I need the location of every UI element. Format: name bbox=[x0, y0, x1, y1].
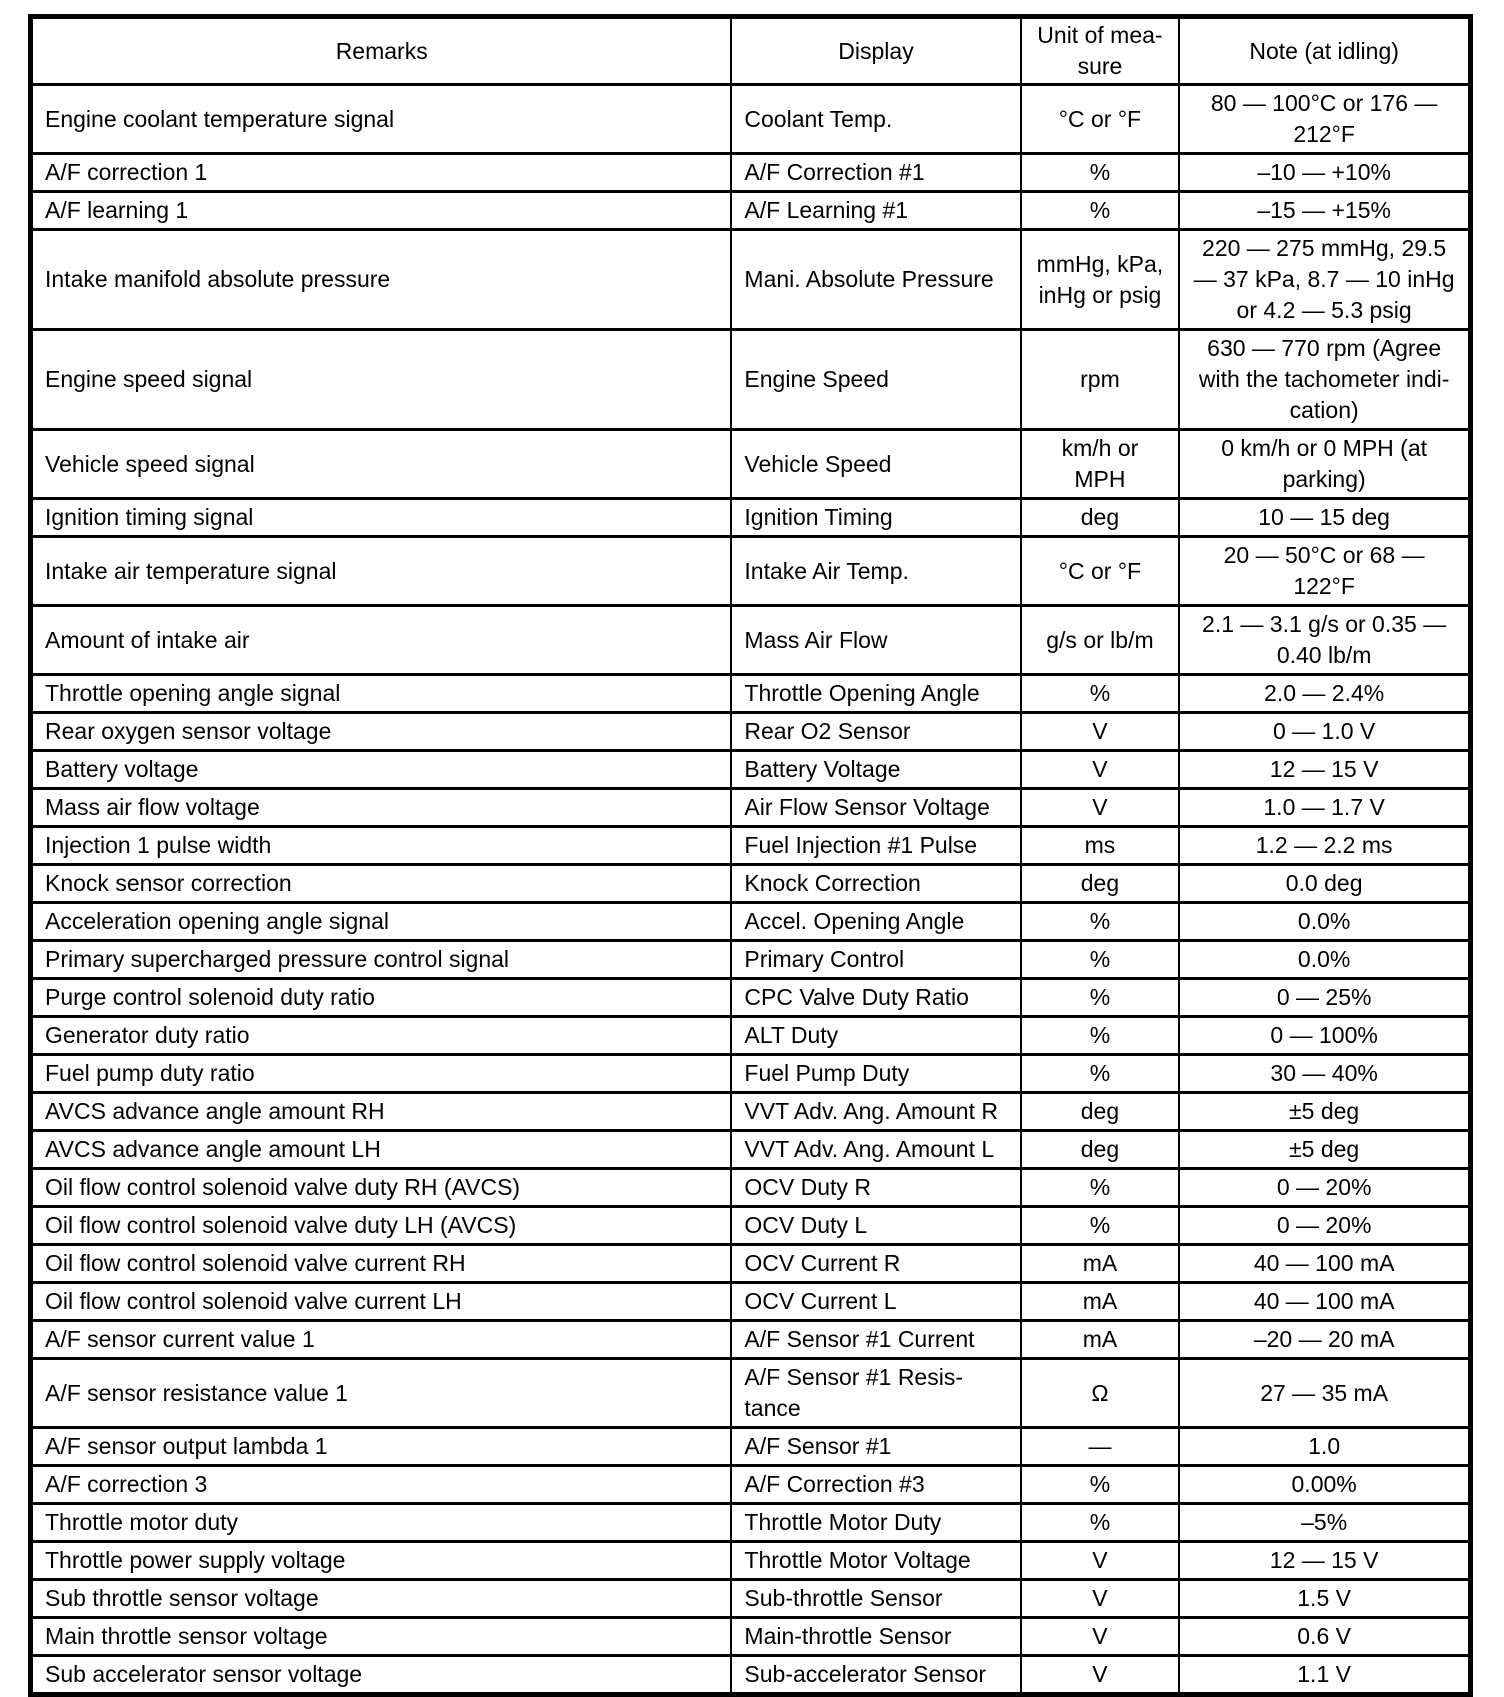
cell-display: Sub-accelerator Sensor bbox=[731, 1656, 1020, 1695]
cell-note: 1.0 — 1.7 V bbox=[1179, 789, 1470, 827]
cell-remarks: Oil flow control solenoid valve duty RH (AVCS) bbox=[31, 1169, 732, 1207]
table-row bbox=[31, 1055, 1471, 1093]
cell-unit: % bbox=[1021, 1017, 1180, 1055]
table-row bbox=[31, 789, 1471, 827]
cell-unit: % bbox=[1021, 1055, 1180, 1093]
cell-note: ±5 deg bbox=[1179, 1093, 1470, 1131]
cell-unit: % bbox=[1021, 1169, 1180, 1207]
cell-unit: % bbox=[1021, 1466, 1180, 1504]
cell-display: Throttle Opening Angle bbox=[731, 675, 1020, 713]
cell-note: 1.5 V bbox=[1179, 1580, 1470, 1618]
cell-display: Mass Air Flow bbox=[731, 606, 1020, 675]
cell-remarks: Rear oxygen sensor voltage bbox=[31, 713, 732, 751]
cell-note: ±5 deg bbox=[1179, 1131, 1470, 1169]
table-row bbox=[31, 537, 1471, 606]
cell-note: 0 — 20% bbox=[1179, 1169, 1470, 1207]
cell-display: Engine Speed bbox=[731, 330, 1020, 430]
table-row bbox=[31, 1656, 1471, 1695]
cell-note: 80 — 100°C or 176 — 212°F bbox=[1179, 85, 1470, 154]
cell-unit: rpm bbox=[1021, 330, 1180, 430]
cell-note: 10 — 15 deg bbox=[1179, 499, 1470, 537]
cell-remarks: A/F correction 3 bbox=[31, 1466, 732, 1504]
cell-note: 1.2 — 2.2 ms bbox=[1179, 827, 1470, 865]
cell-remarks: Main throttle sensor voltage bbox=[31, 1618, 732, 1656]
cell-note: 40 — 100 mA bbox=[1179, 1245, 1470, 1283]
cell-note: 20 — 50°C or 68 — 122°F bbox=[1179, 537, 1470, 606]
cell-remarks: Throttle motor duty bbox=[31, 1504, 732, 1542]
cell-remarks: A/F sensor output lambda 1 bbox=[31, 1428, 732, 1466]
cell-display: OCV Duty L bbox=[731, 1207, 1020, 1245]
cell-unit: V bbox=[1021, 1542, 1180, 1580]
table-row bbox=[31, 1504, 1471, 1542]
cell-remarks: Oil flow control solenoid valve duty LH (AVCS) bbox=[31, 1207, 732, 1245]
cell-unit: V bbox=[1021, 789, 1180, 827]
cell-remarks: AVCS advance angle amount RH bbox=[31, 1093, 732, 1131]
cell-display: Knock Correction bbox=[731, 865, 1020, 903]
cell-remarks: Generator duty ratio bbox=[31, 1017, 732, 1055]
cell-unit: km/h or MPH bbox=[1021, 430, 1180, 499]
table-row bbox=[31, 1283, 1471, 1321]
cell-unit: Ω bbox=[1021, 1359, 1180, 1428]
cell-unit: deg bbox=[1021, 1131, 1180, 1169]
table-row bbox=[31, 827, 1471, 865]
cell-display: OCV Duty R bbox=[731, 1169, 1020, 1207]
cell-note: 12 — 15 V bbox=[1179, 1542, 1470, 1580]
cell-display: Battery Voltage bbox=[731, 751, 1020, 789]
cell-note: 2.1 — 3.1 g/s or 0.35 — 0.40 lb/m bbox=[1179, 606, 1470, 675]
cell-display: VVT Adv. Ang. Amount L bbox=[731, 1131, 1020, 1169]
cell-remarks: Sub throttle sensor voltage bbox=[31, 1580, 732, 1618]
cell-remarks: Ignition timing signal bbox=[31, 499, 732, 537]
table-body bbox=[31, 85, 1471, 1695]
table-row bbox=[31, 1093, 1471, 1131]
table-row bbox=[31, 1359, 1471, 1428]
cell-display: Coolant Temp. bbox=[731, 85, 1020, 154]
cell-remarks: Throttle opening angle signal bbox=[31, 675, 732, 713]
cell-unit: V bbox=[1021, 1656, 1180, 1695]
table-row bbox=[31, 1618, 1471, 1656]
cell-remarks: Intake air temperature signal bbox=[31, 537, 732, 606]
cell-display: OCV Current L bbox=[731, 1283, 1020, 1321]
cell-display: A/F Sensor #1 Resistance bbox=[731, 1359, 1020, 1428]
cell-display: Air Flow Sensor Voltage bbox=[731, 789, 1020, 827]
table-row bbox=[31, 330, 1471, 430]
cell-note: –5% bbox=[1179, 1504, 1470, 1542]
cell-remarks: Amount of intake air bbox=[31, 606, 732, 675]
cell-remarks: A/F correction 1 bbox=[31, 154, 732, 192]
table-row bbox=[31, 751, 1471, 789]
table-row bbox=[31, 192, 1471, 230]
cell-note: 40 — 100 mA bbox=[1179, 1283, 1470, 1321]
cell-note: –10 — +10% bbox=[1179, 154, 1470, 192]
cell-unit: V bbox=[1021, 1618, 1180, 1656]
cell-remarks: Fuel pump duty ratio bbox=[31, 1055, 732, 1093]
table-row bbox=[31, 1131, 1471, 1169]
cell-unit: % bbox=[1021, 1504, 1180, 1542]
cell-unit: deg bbox=[1021, 865, 1180, 903]
column-header-remarks: Remarks bbox=[31, 17, 732, 85]
cell-display: Fuel Pump Duty bbox=[731, 1055, 1020, 1093]
table-row bbox=[31, 1017, 1471, 1055]
cell-display: Main-throttle Sensor bbox=[731, 1618, 1020, 1656]
cell-remarks: Engine coolant temperature signal bbox=[31, 85, 732, 154]
cell-remarks: A/F learning 1 bbox=[31, 192, 732, 230]
cell-remarks: A/F sensor resistance value 1 bbox=[31, 1359, 732, 1428]
table-row bbox=[31, 1580, 1471, 1618]
cell-display: Primary Control bbox=[731, 941, 1020, 979]
cell-unit: °C or °F bbox=[1021, 85, 1180, 154]
cell-note: 220 — 275 mmHg, 29.5 — 37 kPa, 8.7 — 10 inHg or 4.2 — 5.3 psig bbox=[1179, 230, 1470, 330]
cell-remarks: Throttle power supply voltage bbox=[31, 1542, 732, 1580]
cell-display: A/F Correction #3 bbox=[731, 1466, 1020, 1504]
cell-note: 1.0 bbox=[1179, 1428, 1470, 1466]
cell-unit: mA bbox=[1021, 1321, 1180, 1359]
cell-remarks: Acceleration opening angle signal bbox=[31, 903, 732, 941]
cell-remarks: Injection 1 pulse width bbox=[31, 827, 732, 865]
cell-unit: % bbox=[1021, 941, 1180, 979]
cell-note: 12 — 15 V bbox=[1179, 751, 1470, 789]
cell-display: ALT Duty bbox=[731, 1017, 1020, 1055]
cell-note: –15 — +15% bbox=[1179, 192, 1470, 230]
cell-unit: % bbox=[1021, 979, 1180, 1017]
cell-note: 0 — 20% bbox=[1179, 1207, 1470, 1245]
cell-remarks: A/F sensor current value 1 bbox=[31, 1321, 732, 1359]
cell-display: Throttle Motor Duty bbox=[731, 1504, 1020, 1542]
cell-unit: % bbox=[1021, 903, 1180, 941]
cell-unit: — bbox=[1021, 1428, 1180, 1466]
cell-remarks: AVCS advance angle amount LH bbox=[31, 1131, 732, 1169]
cell-display: Throttle Motor Voltage bbox=[731, 1542, 1020, 1580]
cell-unit: deg bbox=[1021, 499, 1180, 537]
cell-display: OCV Current R bbox=[731, 1245, 1020, 1283]
cell-unit: mmHg, kPa, inHg or psig bbox=[1021, 230, 1180, 330]
cell-unit: mA bbox=[1021, 1283, 1180, 1321]
cell-display: VVT Adv. Ang. Amount R bbox=[731, 1093, 1020, 1131]
cell-note: 0 — 100% bbox=[1179, 1017, 1470, 1055]
table-row bbox=[31, 675, 1471, 713]
cell-display: Vehicle Speed bbox=[731, 430, 1020, 499]
table-row bbox=[31, 1245, 1471, 1283]
cell-remarks: Purge control solenoid duty ratio bbox=[31, 979, 732, 1017]
cell-display: CPC Valve Duty Ratio bbox=[731, 979, 1020, 1017]
cell-remarks: Oil flow control solenoid valve current RH bbox=[31, 1245, 732, 1283]
cell-unit: % bbox=[1021, 675, 1180, 713]
cell-unit: g/s or lb/m bbox=[1021, 606, 1180, 675]
table-row bbox=[31, 903, 1471, 941]
cell-remarks: Engine speed signal bbox=[31, 330, 732, 430]
cell-note: 1.1 V bbox=[1179, 1656, 1470, 1695]
cell-unit: deg bbox=[1021, 1093, 1180, 1131]
cell-remarks: Knock sensor correction bbox=[31, 865, 732, 903]
table-row bbox=[31, 713, 1471, 751]
cell-unit: V bbox=[1021, 713, 1180, 751]
table-row bbox=[31, 154, 1471, 192]
column-header-display: Display bbox=[731, 17, 1020, 85]
table-row bbox=[31, 499, 1471, 537]
cell-display: Fuel Injection #1 Pulse bbox=[731, 827, 1020, 865]
cell-remarks: Mass air flow voltage bbox=[31, 789, 732, 827]
table-row bbox=[31, 979, 1471, 1017]
cell-note: 0.0% bbox=[1179, 903, 1470, 941]
cell-remarks: Vehicle speed signal bbox=[31, 430, 732, 499]
engine-data-monitor-table bbox=[28, 14, 1473, 1697]
cell-unit: ms bbox=[1021, 827, 1180, 865]
cell-remarks: Battery voltage bbox=[31, 751, 732, 789]
cell-note: 27 — 35 mA bbox=[1179, 1359, 1470, 1428]
cell-remarks: Oil flow control solenoid valve current LH bbox=[31, 1283, 732, 1321]
cell-note: –20 — 20 mA bbox=[1179, 1321, 1470, 1359]
table-row bbox=[31, 430, 1471, 499]
cell-note: 0.0% bbox=[1179, 941, 1470, 979]
cell-note: 630 — 770 rpm (Agree with the tachometer indication) bbox=[1179, 330, 1470, 430]
cell-unit: V bbox=[1021, 1580, 1180, 1618]
table-row bbox=[31, 230, 1471, 330]
table-row bbox=[31, 1207, 1471, 1245]
table-row bbox=[31, 1169, 1471, 1207]
cell-unit: % bbox=[1021, 192, 1180, 230]
cell-display: Rear O2 Sensor bbox=[731, 713, 1020, 751]
table-row bbox=[31, 85, 1471, 154]
table-row bbox=[31, 1321, 1471, 1359]
column-header-note: Note (at idling) bbox=[1179, 17, 1470, 85]
cell-note: 2.0 — 2.4% bbox=[1179, 675, 1470, 713]
cell-note: 0 — 25% bbox=[1179, 979, 1470, 1017]
cell-remarks: Sub accelerator sensor voltage bbox=[31, 1656, 732, 1695]
cell-remarks: Intake manifold absolute pressure bbox=[31, 230, 732, 330]
cell-display: Ignition Timing bbox=[731, 499, 1020, 537]
cell-unit: V bbox=[1021, 751, 1180, 789]
cell-note: 0 km/h or 0 MPH (at parking) bbox=[1179, 430, 1470, 499]
cell-display: Intake Air Temp. bbox=[731, 537, 1020, 606]
table-row bbox=[31, 1466, 1471, 1504]
table-row bbox=[31, 941, 1471, 979]
cell-display: A/F Correction #1 bbox=[731, 154, 1020, 192]
cell-unit: mA bbox=[1021, 1245, 1180, 1283]
header-row bbox=[31, 17, 1471, 85]
cell-note: 30 — 40% bbox=[1179, 1055, 1470, 1093]
cell-unit: % bbox=[1021, 1207, 1180, 1245]
cell-remarks: Primary supercharged pressure control signal bbox=[31, 941, 732, 979]
cell-display: A/F Learning #1 bbox=[731, 192, 1020, 230]
cell-note: 0 — 1.0 V bbox=[1179, 713, 1470, 751]
cell-note: 0.6 V bbox=[1179, 1618, 1470, 1656]
cell-display: Sub-throttle Sensor bbox=[731, 1580, 1020, 1618]
cell-unit: °C or °F bbox=[1021, 537, 1180, 606]
table-row bbox=[31, 606, 1471, 675]
cell-display: Accel. Opening Angle bbox=[731, 903, 1020, 941]
cell-unit: % bbox=[1021, 154, 1180, 192]
cell-note: 0.0 deg bbox=[1179, 865, 1470, 903]
column-header-unit: Unit of measure bbox=[1021, 17, 1180, 85]
cell-display: A/F Sensor #1 Current bbox=[731, 1321, 1020, 1359]
cell-display: Mani. Absolute Pressure bbox=[731, 230, 1020, 330]
cell-display: A/F Sensor #1 bbox=[731, 1428, 1020, 1466]
table-row bbox=[31, 865, 1471, 903]
cell-note: 0.00% bbox=[1179, 1466, 1470, 1504]
table-row bbox=[31, 1542, 1471, 1580]
table-row bbox=[31, 1428, 1471, 1466]
